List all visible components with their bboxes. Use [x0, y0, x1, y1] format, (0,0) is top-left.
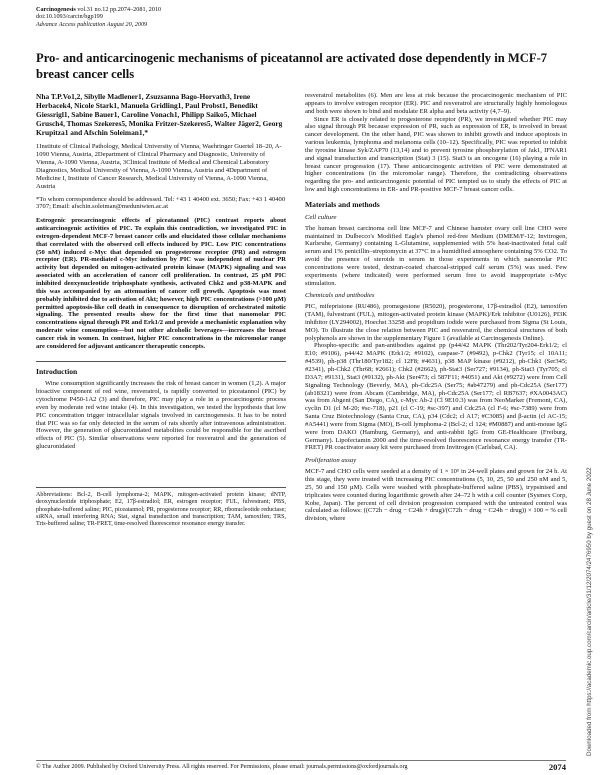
chemicals-text-1: PIC, mifepristone (RU486), promegestone (R5020), progesterone, 17β-estradiol (E2), tamoxifen (TAM), fulvestrant (FUL), mitogen-activated protein kinase (MAPK)/Erk inhibitor (U0126), PI3K inhibitor (LY294002), Hoechst 33258 and propidium iodide were purchased from Sigma (St Louis, MO). To illustrate the close relation between PIC and resveratrol, the chemical structures of both polyphenols are shown in the supplementary Figure 1 (available at Carcinogenesis Online).: [305, 303, 567, 342]
abstract: Estrogenic procarcinogenic effects of piceatannol (PIC) contrast reports about anticarcinogenic activities of PIC. To explain this contradiction, we investigated PIC in estrogen-dependent MCF-7 breast cancer cells and elucidated those cellular mechanisms that correlated with the observed cell effects induced by PIC. Low PIC concentrations (50 nM) induced c-Myc that depended on progesterone receptor (PR) and estrogen receptor (ER). PR-mediated c-Myc induction by PIC was independent of nuclear PR activity but depended on mitogen-activated protein kinase (MAPK) signaling and was associated with an acceleration of cancer cell proliferation. In contrast, 25 µM PIC inhibited deoxynucleotide triphosphate synthesis, activated Chk2 and p38-MAPK and this was accompanied by an attenuation of cancer cell growth. Apoptosis was most probably inhibited due to activation of Akt; however, high PIC concentrations (>100 µM) permitted apoptosis-like cell death in consequence to disruption of orchestrated mitotic signaling. The presented results show for the first time that nanomolar PIC concentrations signal through PR and Erk1/2 and provide a mechanistic explanation why moderate wine consumption—but not other alcoholic beverages—increases the breast cancer risk in women. In contrast, higher PIC concentrations in the micromolar range are considered for adjuvant anticancer therapeutic concepts.: [36, 217, 286, 350]
advance-access: Advance Access publication August 20, 2009: [36, 20, 148, 28]
intro-heading: Introduction: [36, 366, 78, 376]
copyright-notice: © The Author 2009. Published by Oxford University Press. All rights reserved. For Permissions, please email: journals.permissions@oxfordjournals.org: [36, 764, 408, 770]
proliferation-heading: Proliferation assay: [305, 457, 357, 465]
right-column: [305, 92, 567, 523]
journal-doi: doi:10.1093/carcin/bgp199: [36, 13, 103, 21]
chemicals-heading: Chemicals and antibodies: [305, 292, 375, 300]
article-title: Pro- and anticarcinogenic mechanisms of piceatannol are activated dose dependently in MCF-7 breast cancer cells: [36, 51, 548, 81]
left-column: [36, 92, 286, 528]
proliferation-text: MCF-7 and CHO cells were seeded at a density of 1 × 10⁵ in 24-well plates and grown for 24 h. At this stage, they were treated with increasing PIC concentrations (5, 10, 25, 50 and 250 nM and 5, 25, 50 and 150 µM). Cells were washed with phosphate-buffered saline (PBS), trypsinised and triplicates were counted during logarithmic growth after 24–72 h with a cell counter (Sysmex Corp, Kobe, Japan). The percent of cell division progression compared with the untreated control was calculated as follows: ((C72h − drug − C24h + drug)/(C72h − drug − C24h − drug)) × 100 = % cell division, where: [305, 468, 567, 523]
cell-culture-text: The human breast carcinoma cell line MCF-7 and Chinese hamster ovary cell line CHO were maintained in Dulbecco's Modified Eagle's phenol red-free Medium (DMEM/F-12; Invitrogen, Karlsruhe, Germany) containing L-Glutamine, supplemented with 5% heat-inactivated fetal calf serum and 1% penicillin–streptomycin at 37°C in a humidified atmosphere containing 5% CO2. To avoid the presence of steroids in serum in those experiments in which nanomolar PIC concentrations were tested, dextran-coated charcoal-stripped calf serum (5%) was used. Few experiments (where indicated) were performed serum free to avoid inappropriate c-Myc stimulation.: [305, 224, 567, 287]
download-sidebar: [584, 70, 598, 760]
intro-paragraph-cont: resveratrol metabolites (6). Men are less at risk because the procarcinogenic mechanism of PIC appears to involve estrogen receptor (ER). PIC and resveratrol are structurally highly homologous and both were shown to bind and modulate ER alpha and beta activity (4,7–9).: [305, 92, 567, 115]
page-number: 2074: [548, 762, 566, 772]
download-notice[interactable]: Downloaded from https://academic.oup.com/carcin/article/31/12/2074/2476950 by guest on 28 June 2022: [586, 467, 593, 756]
journal-header: [36, 6, 161, 28]
page-footer: [36, 760, 566, 771]
abbreviations: Abbreviations: Bcl-2, B-cell lymphoma-2; MAPK, mitogen-activated protein kinase; dNTP, deoxynucleotide triphosphate; E2, 17β-estradiol; ER, estrogen receptor; FUL, fulvestrant; PBS, phosphate-buffered saline; PIC, piceatannol; PR, progesterone receptor; RR, ribonucleotide reductase; siRNA, small interfering RNA; Stat, signal transduction and transcription; TAM, tamoxifen; TRS, Tris-buffered saline; TR-FRET, time-resolved fluorescence resonance energy transfer.: [36, 487, 286, 528]
journal-name: Carcinogenesis: [36, 6, 76, 13]
intro-paragraph-2: Since ER is closely related to progesterone receptor (PR), we investigated whether PIC may also signal through PR because expression of PR, such as expression of ER, is involved in breast cancer development. On the other hand, PIC was shown to inhibit growth and induce apoptosis in various leukemia, lymphoma and melanoma cells (10–12). Specifically, PIC was reported to inhibit the tyrosine kinase Syk/ZAP70 (13,14) and to prevent tyrosine phosphorylation of Jak1, IFNAR1 and signal transduction and transcription (Stat) 3 (15). Stat3 is an oncogene (16) playing a role in breast cancer progression (17). These anticarcinogenic activities of PIC were demonstrated at higher concentrations (in the micromolar range). Therefore, the contradicting observations regarding the pro- and anticarcinogenic potential of PIC tempted us to study the effects of PIC at low and high concentrations in ER- and PR-positive MCF-7 breast cancer cells.: [305, 115, 567, 194]
intro-paragraph: Wine consumption significantly increases the risk of breast cancer in women (1,2). A major bioactive component of red wine, resveratrol, is rapidly converted to piceatannol (PIC) by cytochrome P450-1A2 (3) and therefore, PIC may play a role in a procarcinogenic process even by moderate red wine intake (4). In this investigation, we tested the hypothesis that low PIC concentration trigger intracellular signals involved in carcinogenesis. It has to be noted that PIC was so far only detected in the serum of rats shortly after intravenous administration. However, the generation of glucuronidated metabolites could be responsible for the ascribed effects of PIC (5). Similar observations were reported for resveratrol and the generation of glucuronidated: [36, 380, 286, 451]
affiliations: 1Institute of Clinical Pathology, Medical University of Vienna, Waehringer Guertel 18–20, A-1090 Vienna, Austria, 2Department of Clinical Pharmacy and Diagnostic, University of Vienna, A-1090 Vienna, Austria, 3Clinical Institute of Medical and Chemical Laboratory Diagnostics, Medical University of Vienna, A-1090 Vienna, Austria and 4Department of Medicine I, Institute of Cancer Research, Medical University of Vienna, A-1090 Vienna, Austria: [36, 143, 282, 190]
author-list: Nha T.P.Vo1,2, Sibylle Madlener1, Zsuzsanna Bago-Horvath3, Irene Herbacek4, Nicole Stark1, Manuela Gridling1, Paul Probst1, Benedikt Giessrigl1, Sabine Bauer1, Caroline Vonach1, Philipp Saiko5, Michael Grusch4, Thomas Szekeres5, Monika Fritzer-Szekeres5, Walter Jäger2, Georg Krupitza1 and Afschin Soleiman1,*: [36, 92, 283, 138]
divider: [36, 361, 286, 362]
correspondence: *To whom correspondence should be addressed. Tel: +43 1 40400 ext. 3650; Fax: +43 1 40400 3707; Email: afschin.soleiman@meduniwien.ac.at: [36, 195, 286, 211]
chemicals-text-2: Phospho-specific and pan-antibodies against pp (p44/42 MAPK (Thr202/Tyr204-Erk1/2; cl E10; #9106), p44/42 MAPK (Erk1/2; #9102), caspase-7 (#9492), p-Chk2 (Tyr15; cl 10A11; #4539), ph-p38 (Thr180/Tyr182; cl 12F8; #4631), p38 MAP kinase (#9212), ph-Chk1 (Ser345; #2341), ph-Chk2 (Thr68; #2661); Chk2 (#2662), ph-Stat3 (Ser727; #9134), ph-Stat3 (Tyr705; cl D3A7; #9131), Stat3 (#9132), ph-Akt (Ser473; cl 587F11; #4051) and Akt (#9272) were from Cell Signaling Technology (Beverly, MA), ph-Cdc25A (Ser75; #ab47279) and ph-Cdc25A (Ser177) (ab18321) were from Abcam (Cambridge, MA), ph-Cdc25A (Ser177; cl RB7637; #XA0043AC) was from Abgent (San Diego, CA), c-Myc Ab-2 (Cl 9E10.3) was from NeoMarker (Fremont, CA), cyclin D1 (cl M-20; #sc-718), p21 (cl C-19; #sc-397) and Cdc25A (cl F-6; #sc-7389) were from Santa Cruz Biotechnology (Santa Cruz, CA), p34 (Cdc2; cl A17; #C3085) and β-actin (cl AC-15; #A5441) were from Sigma (MO), B-cell lymphoma-2 (Bcl-2; cl 124; #M0887) and anti-mouse IgG were from DAKO (Hamburg, Germany), and anti-rabbit IgG from GE-Healthcare (Freiburg, Germany). Lipofectamin 2000 and the time-resolved fluorescence resonance energy transfer (TR-FRET) PR coactivator assay kit were purchased from Invitrogen (Carlsbad, CA).: [305, 342, 567, 452]
journal-citation: vol.31 no.12 pp.2074–2081, 2010: [75, 6, 162, 13]
cell-culture-heading: Cell culture: [305, 213, 337, 221]
methods-heading: Materials and methods: [305, 199, 380, 209]
